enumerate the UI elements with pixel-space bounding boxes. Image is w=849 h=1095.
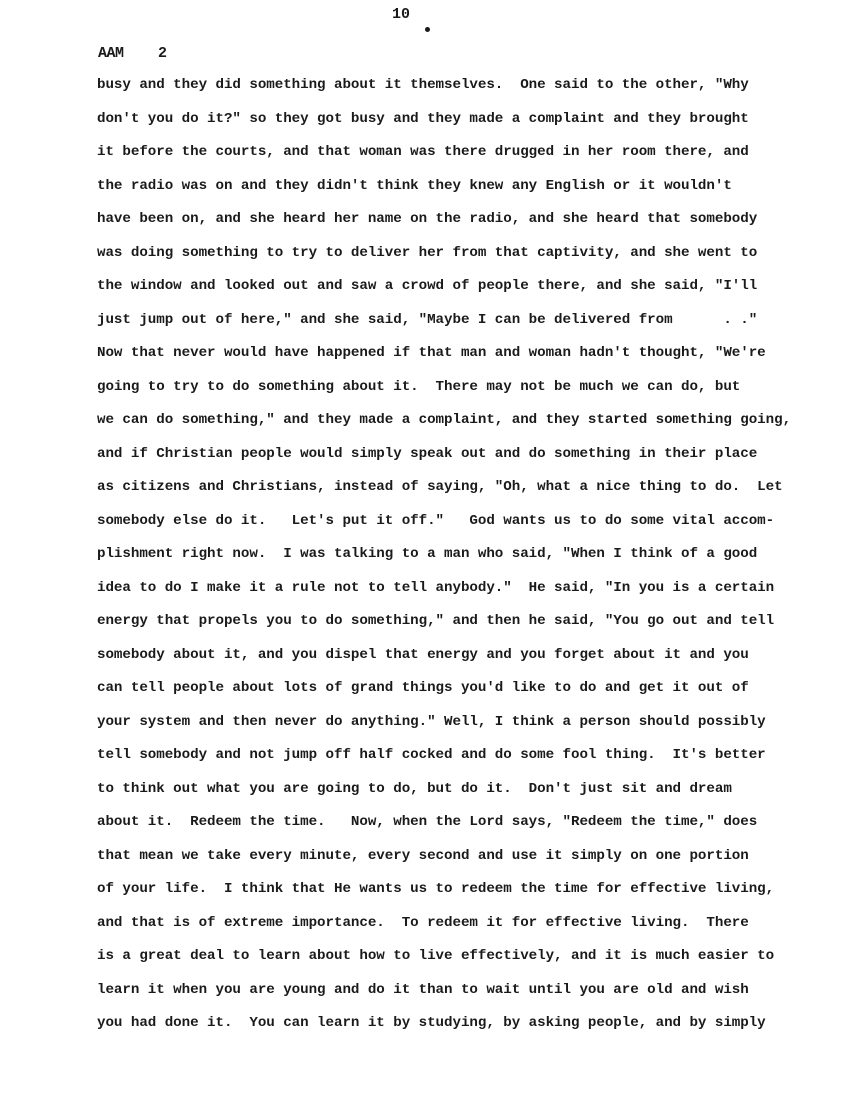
- text-line: energy that propels you to do something," and then he said, "You go out and tell: [97, 613, 775, 629]
- text-line: just jump out of here," and she said, "Maybe I can be delivered from . .": [97, 311, 758, 328]
- text-line: it before the courts, and that woman was there drugged in her room there, and: [97, 144, 749, 160]
- text-line: the window and looked out and saw a crowd of people there, and she said, "I'll: [97, 278, 758, 294]
- text-line: going to try to do something about it. There may not be much we can do, but: [97, 378, 741, 395]
- text-line: the radio was on and they didn't think they knew any English or it wouldn't: [97, 177, 732, 194]
- text-line: and that is of extreme importance. To redeem it for effective living. There: [97, 914, 749, 931]
- text-line: Now that never would have happened if that man and woman hadn't thought, "We're: [97, 345, 766, 361]
- text-line: was doing something to try to deliver her from that captivity, and she went to: [97, 244, 758, 261]
- text-line: learn it when you are young and do it than to wait until you are old and wish: [97, 981, 749, 998]
- text-line: somebody about it, and you dispel that energy and you forget about it and you: [97, 646, 749, 663]
- text-line: tell somebody and not jump off half cocked and do some fool thing. It's better: [97, 747, 766, 763]
- header-sequence: 2: [158, 45, 168, 62]
- text-line: your system and then never do anything." Well, I think a person should possibly: [97, 713, 766, 730]
- text-line: we can do something," and they made a complaint, and they started something going,: [97, 412, 792, 428]
- text-line: you had done it. You can learn it by studying, by asking people, and by simply: [97, 1015, 766, 1031]
- body-text: [97, 74, 797, 1046]
- text-line: and if Christian people would simply speak out and do something in their place: [97, 445, 758, 462]
- page-number: 10: [392, 6, 411, 23]
- text-line: of your life. I think that He wants us to redeem the time for effective living,: [97, 881, 775, 897]
- text-line: busy and they did something about it themselves. One said to the other, "Why: [97, 77, 749, 93]
- text-line: as citizens and Christians, instead of saying, "Oh, what a nice thing to do. Let: [97, 479, 783, 495]
- text-line: can tell people about lots of grand things you'd like to do and get it out of: [97, 680, 749, 696]
- text-line: about it. Redeem the time. Now, when the Lord says, "Redeem the time," does: [97, 814, 758, 830]
- text-line: idea to do I make it a rule not to tell anybody." He said, "In you is a certain: [97, 579, 775, 596]
- text-line: don't you do it?" so they got busy and they made a complaint and they brought: [97, 110, 749, 127]
- text-line: have been on, and she heard her name on the radio, and she heard that somebody: [97, 211, 758, 227]
- text-line: is a great deal to learn about how to live effectively, and it is much easier to: [97, 948, 775, 964]
- header-code: AAM: [98, 45, 124, 62]
- text-line: that mean we take every minute, every second and use it simply on one portion: [97, 847, 749, 864]
- text-line: somebody else do it. Let's put it off." God wants us to do some vital accom-: [97, 512, 775, 529]
- ink-speck: [425, 27, 430, 32]
- text-line: to think out what you are going to do, but do it. Don't just sit and dream: [97, 780, 732, 797]
- text-line: plishment right now. I was talking to a man who said, "When I think of a good: [97, 546, 758, 562]
